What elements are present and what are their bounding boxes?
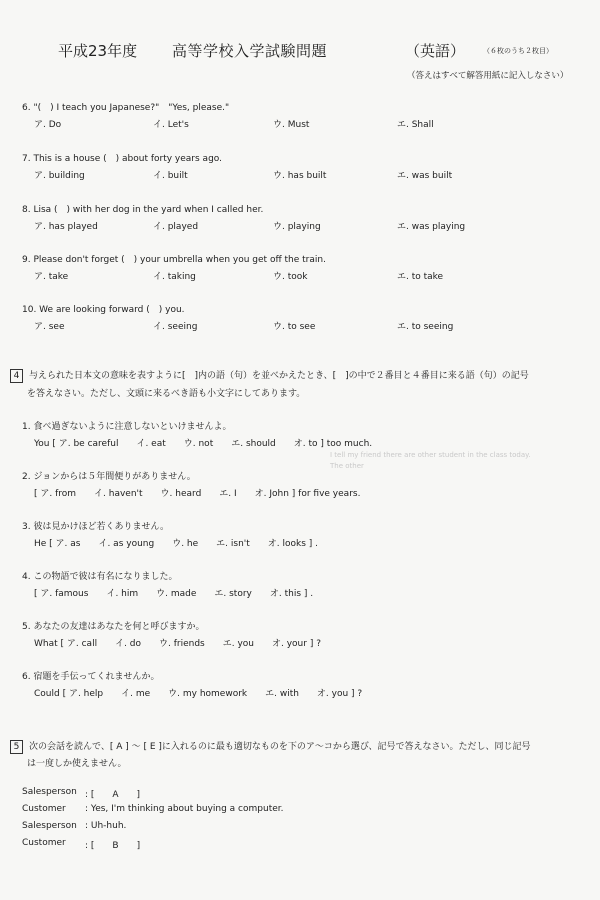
exam-title: 高等学校入学試験問題 — [172, 42, 328, 60]
dialogue-speaker: Customer — [22, 804, 66, 814]
exam-year: 平成23年度 — [58, 42, 138, 60]
choice: ウ. playing — [273, 222, 321, 232]
choice: イ. seeing — [153, 322, 198, 332]
item-japanese: 3. 彼は見かけほど若くありません。 — [22, 522, 169, 532]
question-9: 9. Please don't forget ( ) your umbrella when you get off the train. — [22, 255, 326, 265]
choice: ア. Do — [34, 120, 62, 130]
section-number-box: 5 — [10, 740, 23, 754]
choice: ア. has played — [34, 222, 98, 232]
dialogue-line: : Yes, I'm thinking about buying a computer. — [85, 804, 284, 814]
choice: ア. take — [34, 272, 69, 282]
choice: エ. was built — [397, 171, 453, 181]
page-info: （６枚のうち２枚目） — [483, 47, 553, 55]
choice: イ. built — [153, 171, 188, 181]
section4-instructions-2: を答えなさい。ただし、文頭に来るべき語も小文字にしてあります。 — [27, 389, 306, 399]
answer-note: （答えはすべて解答用紙に記入しなさい） — [407, 71, 569, 81]
exam-subject: （英語） — [405, 42, 466, 60]
dialogue-speaker: Salesperson — [22, 787, 77, 797]
bleed-through-text: The other — [330, 462, 364, 470]
item-english: [ ア. from イ. haven't ウ. heard エ. I オ. John ] for five years. — [34, 489, 361, 499]
choice: ウ. has built — [273, 171, 327, 181]
question-10: 10. We are looking forward ( ) you. — [22, 305, 185, 315]
choice: エ. Shall — [397, 120, 434, 130]
question-7: 7. This is a house ( ) about forty years ago. — [22, 154, 222, 164]
choice: エ. to take — [397, 272, 444, 282]
choice: エ. was playing — [397, 222, 466, 232]
item-english: [ ア. famous イ. him ウ. made エ. story オ. this ] . — [34, 589, 314, 599]
choice: イ. taking — [153, 272, 196, 282]
choice: エ. to seeing — [397, 322, 454, 332]
item-english: Could [ ア. help イ. me ウ. my homework エ. with オ. you ] ? — [34, 689, 363, 699]
dialogue-speaker: Salesperson — [22, 821, 77, 831]
section-number-box: 4 — [10, 369, 23, 383]
choice: ウ. took — [273, 272, 308, 282]
item-japanese: 4. この物語で彼は有名になりました。 — [22, 572, 178, 582]
section5-instructions-2: は一度しか使えません。 — [27, 759, 127, 769]
dialogue-speaker: Customer — [22, 838, 66, 848]
section4-instructions: 4 与えられた日本文の意味を表すように[ ]内の語（句）を並べかえたとき、[ ]の中で２番目と４番目に来る語（句）の記号 — [10, 368, 529, 383]
item-japanese: 6. 宿題を手伝ってくれませんか。 — [22, 672, 160, 682]
choice: ア. see — [34, 322, 65, 332]
dialogue-line: : [ B ] — [85, 841, 141, 851]
choice: イ. played — [153, 222, 199, 232]
question-8: 8. Lisa ( ) with her dog in the yard when I called her. — [22, 205, 264, 215]
item-english: What [ ア. call イ. do ウ. friends エ. you オ. your ] ? — [34, 639, 321, 649]
question-6: 6. "( ) I teach you Japanese?" "Yes, please." — [22, 103, 230, 113]
choice: ア. building — [34, 171, 85, 181]
item-japanese: 5. あなたの友達はあなたを何と呼びますか。 — [22, 622, 205, 632]
choice: ウ. to see — [273, 322, 316, 332]
choice: ウ. Must — [273, 120, 310, 130]
item-english: You [ ア. be careful イ. eat ウ. not エ. should オ. to ] too much. — [34, 439, 373, 449]
dialogue-line: : [ A ] — [85, 790, 141, 800]
dialogue-line: : Uh-huh. — [85, 821, 127, 831]
item-japanese: 2. ジョンからは５年間便りがありません。 — [22, 472, 196, 482]
item-japanese: 1. 食べ過ぎないように注意しないといけませんよ。 — [22, 422, 232, 432]
section5-instructions: 5 次の会話を読んで、[ A ] ～ [ E ]に入れるのに最も適切なものを下のア～コから選び、記号で答えなさい。ただし、同じ記号 — [10, 739, 531, 754]
bleed-through-text: I tell my friend there are other student in the class today. — [330, 451, 531, 459]
item-english: He [ ア. as イ. as young ウ. he エ. isn't オ. looks ] . — [34, 539, 319, 549]
choice: イ. Let's — [153, 120, 189, 130]
